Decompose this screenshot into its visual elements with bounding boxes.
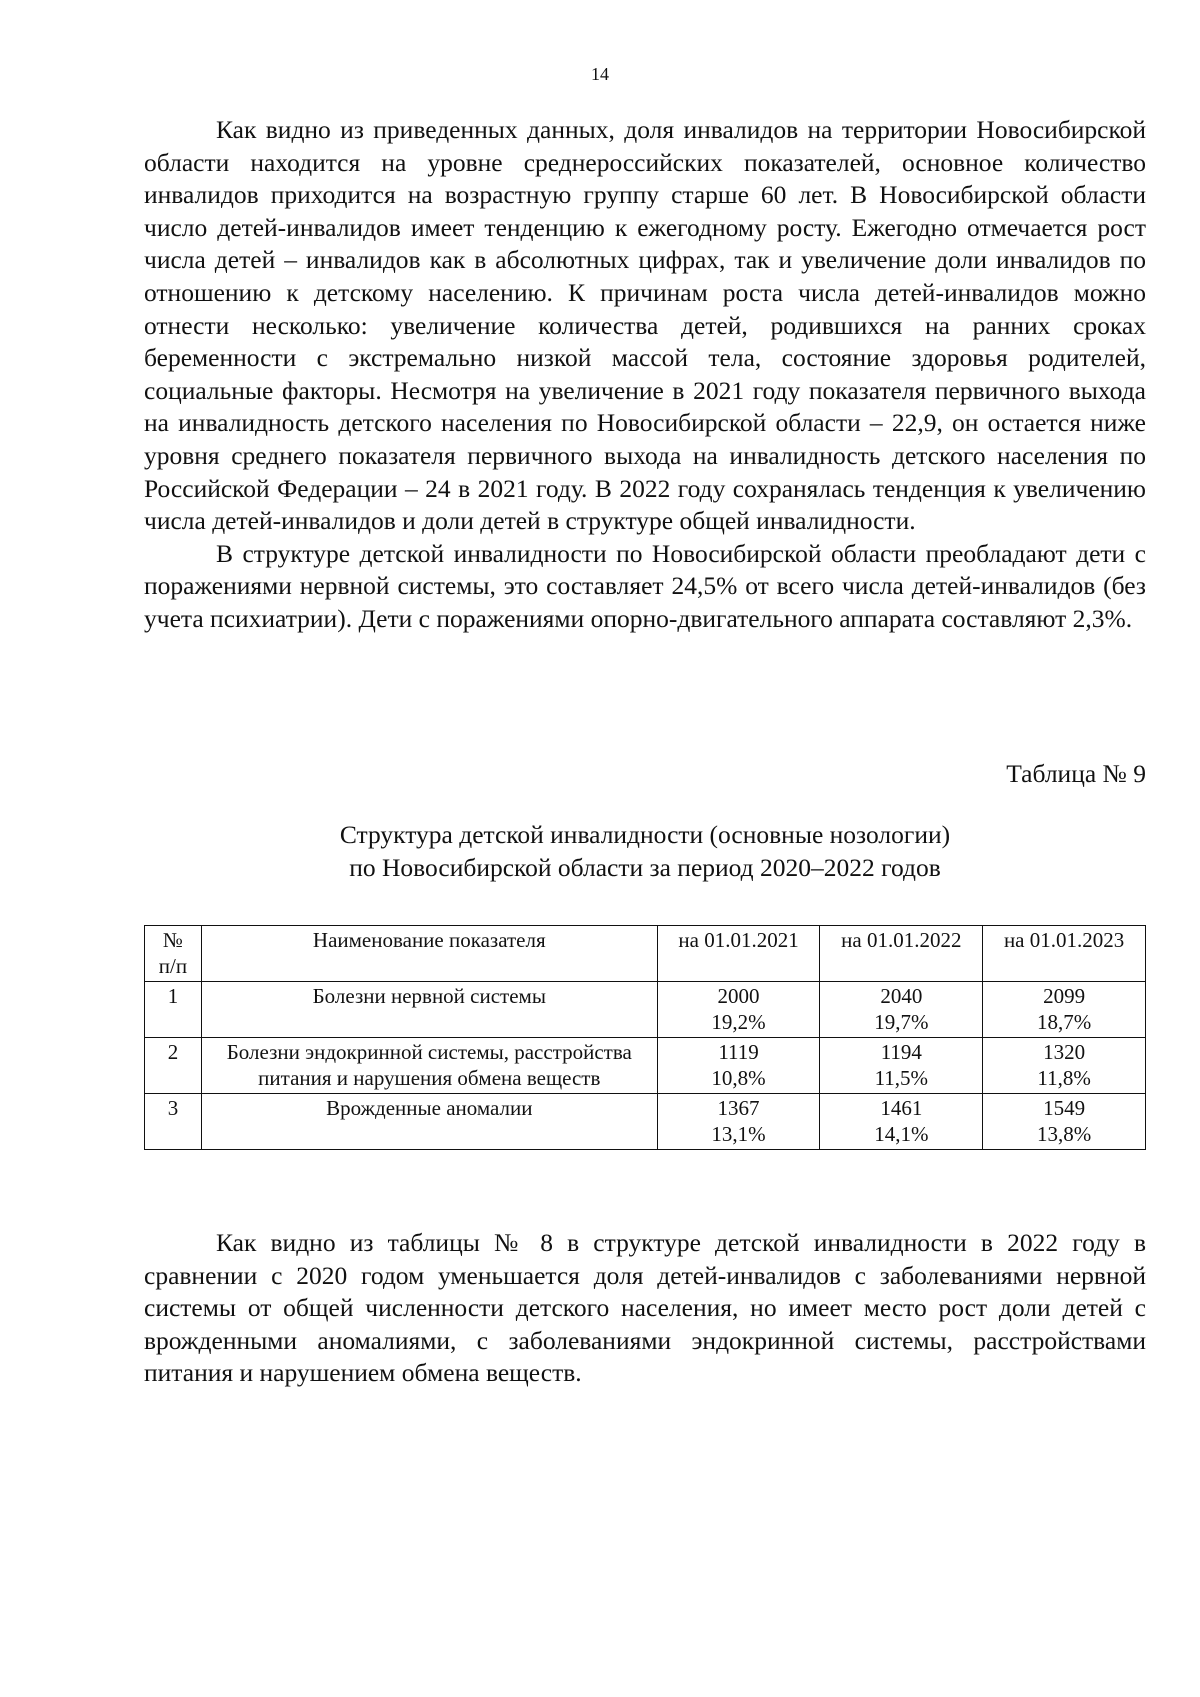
value-count: 1119	[718, 1040, 759, 1064]
value-count: 1194	[880, 1040, 922, 1064]
row-number: 2	[145, 1038, 202, 1094]
value-count: 2099	[1043, 984, 1086, 1008]
value-share: 10,8%	[711, 1066, 766, 1090]
value-share: 14,1%	[874, 1122, 929, 1146]
header-date-2022: на 01.01.2022	[820, 926, 983, 982]
row-value-cell	[657, 982, 820, 1038]
row-value-cell	[657, 1038, 820, 1094]
value-share: 19,7%	[874, 1010, 929, 1034]
table-title	[144, 818, 1146, 884]
value-count: 1549	[1043, 1096, 1086, 1120]
table-row	[145, 1094, 1146, 1150]
row-indicator-name: Болезни нервной системы	[201, 982, 657, 1038]
row-number: 1	[145, 982, 202, 1038]
row-indicator-name: Болезни эндокринной системы, расстройства питания и нарушения обмена веществ	[201, 1038, 657, 1094]
value-share: 11,5%	[874, 1066, 929, 1090]
value-share: 13,1%	[711, 1122, 766, 1146]
row-value-cell	[820, 982, 983, 1038]
value-share: 11,8%	[1037, 1066, 1091, 1090]
table-title-line: Структура детской инвалидности (основные нозологии)	[339, 820, 951, 849]
row-value-cell	[983, 1094, 1146, 1150]
value-count: 1320	[1043, 1040, 1086, 1064]
row-value-cell	[820, 1094, 983, 1150]
table-row	[145, 982, 1146, 1038]
value-share: 13,8%	[1036, 1122, 1092, 1146]
paragraph: Как видно из приведенных данных, доля инвалидов на территории Новосибирской области находится на уровне среднероссийских показателей, основное количество инвалидов приходится на возрастную группу старше 60 лет. В Новосибирской области число детей-инвалидов имеет тенденцию к ежегодному росту. Ежегодно отмечается рост числа детей – инвалидов как в абсолютных цифрах, так и увеличение доли инвалидов по отношению к детскому населению. К причинам роста числа детей-инвалидов можно отнести несколько: увеличение количества детей, родившихся на ранних сроках беременности с экстремально низкой массой тела, состояние здоровья родителей, социальные факторы. Несмотря на увеличение в 2021 году показателя первичного выхода на инвалидность детского населения по Новосибирской области – 22,9, он остается ниже уровня среднего показателя первичного выхода на инвалидность детского населения по Российской Федерации – 24 в 2021 году. В 2022 году сохранялась тенденция к увеличению числа детей-инвалидов и доли детей в структуре общей инвалидности.	[144, 115, 1146, 536]
table-row	[145, 1038, 1146, 1094]
header-date-2021: на 01.01.2021	[657, 926, 820, 982]
header-number: № п/п	[145, 926, 202, 982]
row-value-cell	[657, 1094, 820, 1150]
header-indicator-name: Наименование показателя	[201, 926, 657, 982]
conclusion-text	[144, 1227, 1146, 1390]
value-count: 2000	[717, 984, 760, 1008]
value-share: 19,2%	[711, 1010, 766, 1034]
disability-structure-table	[144, 925, 1146, 1150]
paragraph: В структуре детской инвалидности по Новосибирской области преобладают дети с поражениями нервной системы, это составляет 24,5% от всего числа детей-инвалидов (без учета психиатрии). Дети с поражениями опорно-двигательного аппарата составляют 2,3%.	[144, 538, 1146, 633]
row-number: 3	[145, 1094, 202, 1150]
table-header-row	[145, 926, 1146, 982]
row-indicator-name: Врожденные аномалии	[201, 1094, 657, 1150]
value-count: 2040	[880, 984, 923, 1008]
table-caption: Таблица № 9	[1006, 759, 1146, 788]
paragraph: Как видно из таблицы № 8 в структуре детской инвалидности в 2022 году в сравнении с 2020 годом уменьшается доля детей-инвалидов с заболеваниями нервной системы от общей численности детского населения, но имеет место рост доли детей с врожденными аномалиями, с заболеваниями эндокринной системы, расстройствами питания и нарушением обмена веществ.	[144, 1228, 1146, 1388]
intro-text	[144, 114, 1146, 636]
row-value-cell	[983, 982, 1146, 1038]
row-value-cell	[820, 1038, 983, 1094]
value-count: 1367	[717, 1096, 760, 1120]
table-title-line: по Новосибирской области за период 2020–2022 годов	[349, 853, 941, 882]
header-date-2023: на 01.01.2023	[983, 926, 1146, 982]
value-share: 18,7%	[1036, 1010, 1092, 1034]
row-value-cell	[983, 1038, 1146, 1094]
page-number: 14	[591, 64, 609, 84]
value-count: 1461	[880, 1096, 923, 1120]
